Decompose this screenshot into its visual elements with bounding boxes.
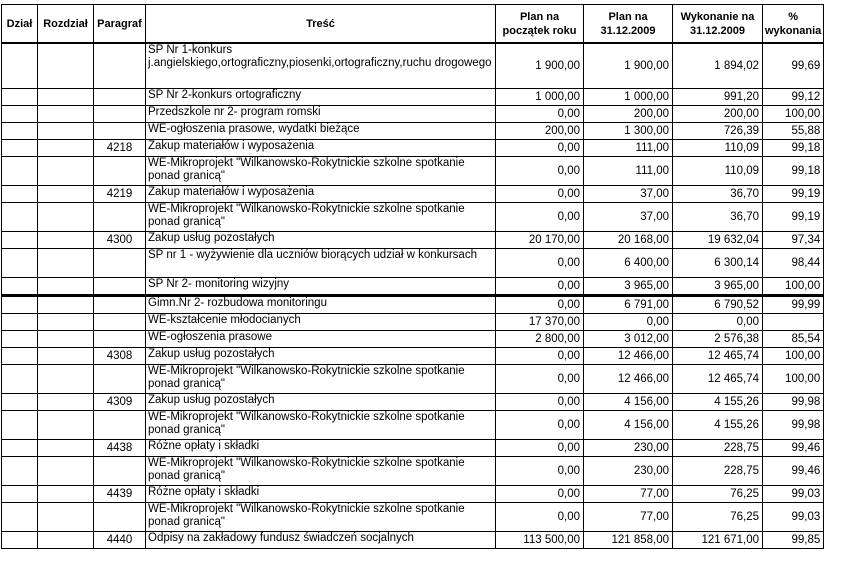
cell-rozdzial xyxy=(38,314,94,331)
cell-plan-poczatek: 0,00 xyxy=(496,411,584,440)
header-rozdzial: Rozdział xyxy=(38,5,94,44)
cell-wykonanie: 4 155,26 xyxy=(673,394,763,411)
cell-procent: 99,19 xyxy=(763,186,824,203)
cell-rozdzial xyxy=(38,157,94,186)
cell-tresc: Przedszkole nr 2- program romski xyxy=(146,106,496,123)
cell-tresc: Zakup materiałów i wyposażenia xyxy=(146,186,496,203)
cell-paragraf xyxy=(94,203,146,232)
cell-plan-poczatek: 17 370,00 xyxy=(496,314,584,331)
cell-paragraf xyxy=(94,365,146,394)
cell-procent: 98,44 xyxy=(763,249,824,278)
cell-wykonanie: 36,70 xyxy=(673,186,763,203)
cell-plan-poczatek: 0,00 xyxy=(496,394,584,411)
table-row xyxy=(2,411,824,440)
cell-dzial xyxy=(2,457,38,486)
cell-plan-koniec: 12 466,00 xyxy=(584,348,673,365)
cell-plan-koniec: 77,00 xyxy=(584,486,673,503)
cell-procent: 100,00 xyxy=(763,348,824,365)
cell-procent: 99,18 xyxy=(763,140,824,157)
table-row xyxy=(2,365,824,394)
cell-procent: 99,03 xyxy=(763,486,824,503)
cell-plan-poczatek: 200,00 xyxy=(496,123,584,140)
cell-procent: 99,85 xyxy=(763,532,824,549)
table-row xyxy=(2,278,824,296)
cell-wykonanie: 726,39 xyxy=(673,123,763,140)
cell-paragraf: 4218 xyxy=(94,140,146,157)
cell-paragraf xyxy=(94,123,146,140)
table-row xyxy=(2,486,824,503)
cell-tresc: WE-kształcenie młodocianych xyxy=(146,314,496,331)
table-row xyxy=(2,106,824,123)
cell-rozdzial xyxy=(38,232,94,249)
cell-dzial xyxy=(2,503,38,532)
table-row xyxy=(2,157,824,186)
cell-tresc: WE-Mikroprojekt "Wilkanowsko-Rokytnickie szkolne spotkanie ponad granicą" xyxy=(146,365,496,394)
cell-procent: 99,03 xyxy=(763,503,824,532)
cell-procent: 100,00 xyxy=(763,278,824,296)
header-plan-poczatek: Plan na początek roku xyxy=(496,5,584,44)
cell-tresc: WE-Mikroprojekt "Wilkanowsko-Rokytnickie szkolne spotkanie ponad granicą" xyxy=(146,411,496,440)
cell-plan-koniec: 121 858,00 xyxy=(584,532,673,549)
cell-rozdzial xyxy=(38,123,94,140)
cell-paragraf xyxy=(94,296,146,314)
cell-rozdzial xyxy=(38,348,94,365)
cell-wykonanie: 36,70 xyxy=(673,203,763,232)
cell-dzial xyxy=(2,106,38,123)
cell-tresc: WE-Mikroprojekt "Wilkanowsko-Rokytnickie szkolne spotkanie ponad granicą" xyxy=(146,157,496,186)
cell-paragraf xyxy=(94,43,146,89)
cell-plan-koniec: 4 156,00 xyxy=(584,394,673,411)
table-row xyxy=(2,232,824,249)
cell-procent: 55,88 xyxy=(763,123,824,140)
cell-plan-koniec: 37,00 xyxy=(584,186,673,203)
table-row xyxy=(2,331,824,348)
cell-rozdzial xyxy=(38,140,94,157)
cell-plan-poczatek: 113 500,00 xyxy=(496,532,584,549)
cell-rozdzial xyxy=(38,440,94,457)
table-row xyxy=(2,348,824,365)
cell-wykonanie: 228,75 xyxy=(673,457,763,486)
cell-plan-koniec: 4 156,00 xyxy=(584,411,673,440)
cell-plan-poczatek: 0,00 xyxy=(496,203,584,232)
cell-tresc: WE-Mikroprojekt "Wilkanowsko-Rokytnickie szkolne spotkanie ponad granicą" xyxy=(146,457,496,486)
cell-plan-poczatek: 20 170,00 xyxy=(496,232,584,249)
cell-procent: 99,99 xyxy=(763,296,824,314)
cell-plan-koniec: 230,00 xyxy=(584,440,673,457)
cell-plan-poczatek: 0,00 xyxy=(496,140,584,157)
cell-paragraf: 4300 xyxy=(94,232,146,249)
cell-procent: 99,19 xyxy=(763,203,824,232)
cell-paragraf xyxy=(94,106,146,123)
cell-plan-koniec: 111,00 xyxy=(584,140,673,157)
cell-plan-poczatek: 0,00 xyxy=(496,440,584,457)
cell-wykonanie: 110,09 xyxy=(673,157,763,186)
cell-plan-koniec: 77,00 xyxy=(584,503,673,532)
cell-procent: 99,46 xyxy=(763,440,824,457)
cell-dzial xyxy=(2,278,38,296)
table-row xyxy=(2,249,824,278)
cell-rozdzial xyxy=(38,249,94,278)
cell-tresc: SP Nr 1-konkurs j.angielskiego,ortograficzny,piosenki,ortograficzny,ruchu drogowego xyxy=(146,43,496,89)
cell-plan-poczatek: 0,00 xyxy=(496,296,584,314)
cell-plan-poczatek: 1 000,00 xyxy=(496,89,584,106)
cell-dzial xyxy=(2,296,38,314)
cell-paragraf xyxy=(94,89,146,106)
cell-paragraf xyxy=(94,411,146,440)
cell-plan-poczatek: 0,00 xyxy=(496,457,584,486)
cell-tresc: WE-Mikroprojekt "Wilkanowsko-Rokytnickie szkolne spotkanie ponad granicą" xyxy=(146,503,496,532)
cell-rozdzial xyxy=(38,106,94,123)
cell-dzial xyxy=(2,232,38,249)
cell-plan-koniec: 37,00 xyxy=(584,203,673,232)
cell-tresc: Zakup usług pozostałych xyxy=(146,232,496,249)
header-paragraf: Paragraf xyxy=(94,5,146,44)
cell-rozdzial xyxy=(38,43,94,89)
cell-plan-koniec: 1 300,00 xyxy=(584,123,673,140)
cell-wykonanie: 12 465,74 xyxy=(673,365,763,394)
cell-plan-poczatek: 0,00 xyxy=(496,278,584,296)
cell-tresc: Różne opłaty i składki xyxy=(146,486,496,503)
cell-dzial xyxy=(2,123,38,140)
header-plan-koniec: Plan na 31.12.2009 xyxy=(584,5,673,44)
cell-tresc: Zakup usług pozostałych xyxy=(146,394,496,411)
cell-dzial xyxy=(2,203,38,232)
cell-procent: 99,18 xyxy=(763,157,824,186)
header-tresc: Treść xyxy=(146,5,496,44)
cell-dzial xyxy=(2,249,38,278)
cell-plan-poczatek: 2 800,00 xyxy=(496,331,584,348)
cell-plan-poczatek: 1 900,00 xyxy=(496,43,584,89)
cell-paragraf: 4309 xyxy=(94,394,146,411)
table-row xyxy=(2,296,824,314)
cell-paragraf xyxy=(94,249,146,278)
cell-dzial xyxy=(2,186,38,203)
cell-paragraf xyxy=(94,157,146,186)
cell-tresc: SP Nr 2- monitoring wizyjny xyxy=(146,278,496,296)
cell-rozdzial xyxy=(38,486,94,503)
cell-procent: 100,00 xyxy=(763,106,824,123)
cell-rozdzial xyxy=(38,365,94,394)
cell-rozdzial xyxy=(38,203,94,232)
cell-rozdzial xyxy=(38,411,94,440)
cell-procent: 100,00 xyxy=(763,365,824,394)
cell-tresc: Zakup usług pozostałych xyxy=(146,348,496,365)
cell-dzial xyxy=(2,411,38,440)
cell-paragraf: 4438 xyxy=(94,440,146,457)
cell-plan-koniec: 20 168,00 xyxy=(584,232,673,249)
cell-rozdzial xyxy=(38,532,94,549)
table-row xyxy=(2,457,824,486)
cell-tresc: WE-Mikroprojekt "Wilkanowsko-Rokytnickie szkolne spotkanie ponad granicą" xyxy=(146,203,496,232)
table-row xyxy=(2,186,824,203)
header-wykonanie: Wykonanie na 31.12.2009 xyxy=(673,5,763,44)
cell-plan-koniec: 1 900,00 xyxy=(584,43,673,89)
table-row xyxy=(2,532,824,549)
cell-plan-koniec: 230,00 xyxy=(584,457,673,486)
cell-plan-poczatek: 0,00 xyxy=(496,365,584,394)
cell-paragraf: 4308 xyxy=(94,348,146,365)
cell-wykonanie: 19 632,04 xyxy=(673,232,763,249)
cell-tresc: WE-ogłoszenia prasowe xyxy=(146,331,496,348)
cell-plan-koniec: 200,00 xyxy=(584,106,673,123)
cell-procent: 97,34 xyxy=(763,232,824,249)
cell-rozdzial xyxy=(38,296,94,314)
cell-wykonanie: 228,75 xyxy=(673,440,763,457)
cell-plan-koniec: 0,00 xyxy=(584,314,673,331)
cell-wykonanie: 3 965,00 xyxy=(673,278,763,296)
cell-tresc: SP nr 1 - wyżywienie dla uczniów biorących udział w konkursach xyxy=(146,249,496,278)
cell-dzial xyxy=(2,365,38,394)
cell-plan-koniec: 6 791,00 xyxy=(584,296,673,314)
cell-plan-poczatek: 0,00 xyxy=(496,157,584,186)
cell-paragraf xyxy=(94,457,146,486)
header-dzial: Dział xyxy=(2,5,38,44)
cell-procent: 99,12 xyxy=(763,89,824,106)
cell-wykonanie: 121 671,00 xyxy=(673,532,763,549)
cell-wykonanie: 4 155,26 xyxy=(673,411,763,440)
cell-dzial xyxy=(2,314,38,331)
cell-dzial xyxy=(2,331,38,348)
cell-paragraf: 4439 xyxy=(94,486,146,503)
cell-dzial xyxy=(2,43,38,89)
cell-paragraf xyxy=(94,278,146,296)
table-row xyxy=(2,394,824,411)
budget-table xyxy=(1,4,824,549)
cell-dzial xyxy=(2,440,38,457)
header-row xyxy=(2,5,824,44)
cell-wykonanie: 76,25 xyxy=(673,503,763,532)
cell-plan-poczatek: 0,00 xyxy=(496,503,584,532)
cell-rozdzial xyxy=(38,503,94,532)
cell-rozdzial xyxy=(38,89,94,106)
table-row xyxy=(2,43,824,89)
cell-procent: 85,54 xyxy=(763,331,824,348)
cell-tresc: SP Nr 2-konkurs ortograficzny xyxy=(146,89,496,106)
cell-dzial xyxy=(2,532,38,549)
table-row xyxy=(2,89,824,106)
cell-plan-koniec: 111,00 xyxy=(584,157,673,186)
cell-wykonanie: 200,00 xyxy=(673,106,763,123)
cell-procent xyxy=(763,314,824,331)
cell-plan-koniec: 12 466,00 xyxy=(584,365,673,394)
cell-rozdzial xyxy=(38,186,94,203)
table-row xyxy=(2,503,824,532)
cell-dzial xyxy=(2,157,38,186)
table-row xyxy=(2,140,824,157)
cell-procent: 99,98 xyxy=(763,394,824,411)
cell-dzial xyxy=(2,486,38,503)
cell-wykonanie: 6 790,52 xyxy=(673,296,763,314)
cell-procent: 99,46 xyxy=(763,457,824,486)
cell-plan-koniec: 3 012,00 xyxy=(584,331,673,348)
cell-wykonanie: 991,20 xyxy=(673,89,763,106)
cell-rozdzial xyxy=(38,394,94,411)
cell-plan-koniec: 1 000,00 xyxy=(584,89,673,106)
cell-paragraf xyxy=(94,314,146,331)
cell-tresc: Gimn.Nr 2- rozbudowa monitoringu xyxy=(146,296,496,314)
cell-wykonanie: 76,25 xyxy=(673,486,763,503)
cell-paragraf xyxy=(94,331,146,348)
cell-wykonanie: 2 576,38 xyxy=(673,331,763,348)
cell-wykonanie: 110,09 xyxy=(673,140,763,157)
cell-plan-poczatek: 0,00 xyxy=(496,486,584,503)
cell-tresc: Różne opłaty i składki xyxy=(146,440,496,457)
cell-dzial xyxy=(2,394,38,411)
cell-tresc: Zakup materiałów i wyposażenia xyxy=(146,140,496,157)
cell-dzial xyxy=(2,348,38,365)
cell-wykonanie: 1 894,02 xyxy=(673,43,763,89)
header-procent: % wykonania xyxy=(763,5,824,44)
cell-wykonanie: 12 465,74 xyxy=(673,348,763,365)
cell-plan-poczatek: 0,00 xyxy=(496,106,584,123)
cell-tresc: WE-ogłoszenia prasowe, wydatki bieżące xyxy=(146,123,496,140)
table-row xyxy=(2,440,824,457)
cell-plan-poczatek: 0,00 xyxy=(496,186,584,203)
cell-procent: 99,69 xyxy=(763,43,824,89)
cell-paragraf: 4440 xyxy=(94,532,146,549)
cell-wykonanie: 0,00 xyxy=(673,314,763,331)
table-row xyxy=(2,123,824,140)
cell-plan-koniec: 3 965,00 xyxy=(584,278,673,296)
cell-paragraf xyxy=(94,503,146,532)
cell-plan-koniec: 6 400,00 xyxy=(584,249,673,278)
cell-dzial xyxy=(2,89,38,106)
cell-plan-poczatek: 0,00 xyxy=(496,348,584,365)
cell-paragraf: 4219 xyxy=(94,186,146,203)
table-row xyxy=(2,314,824,331)
cell-rozdzial xyxy=(38,278,94,296)
cell-rozdzial xyxy=(38,457,94,486)
cell-procent: 99,98 xyxy=(763,411,824,440)
cell-wykonanie: 6 300,14 xyxy=(673,249,763,278)
cell-dzial xyxy=(2,140,38,157)
cell-tresc: Odpisy na zakładowy fundusz świadczeń socjalnych xyxy=(146,532,496,549)
table-row xyxy=(2,203,824,232)
cell-plan-poczatek: 0,00 xyxy=(496,249,584,278)
cell-rozdzial xyxy=(38,331,94,348)
